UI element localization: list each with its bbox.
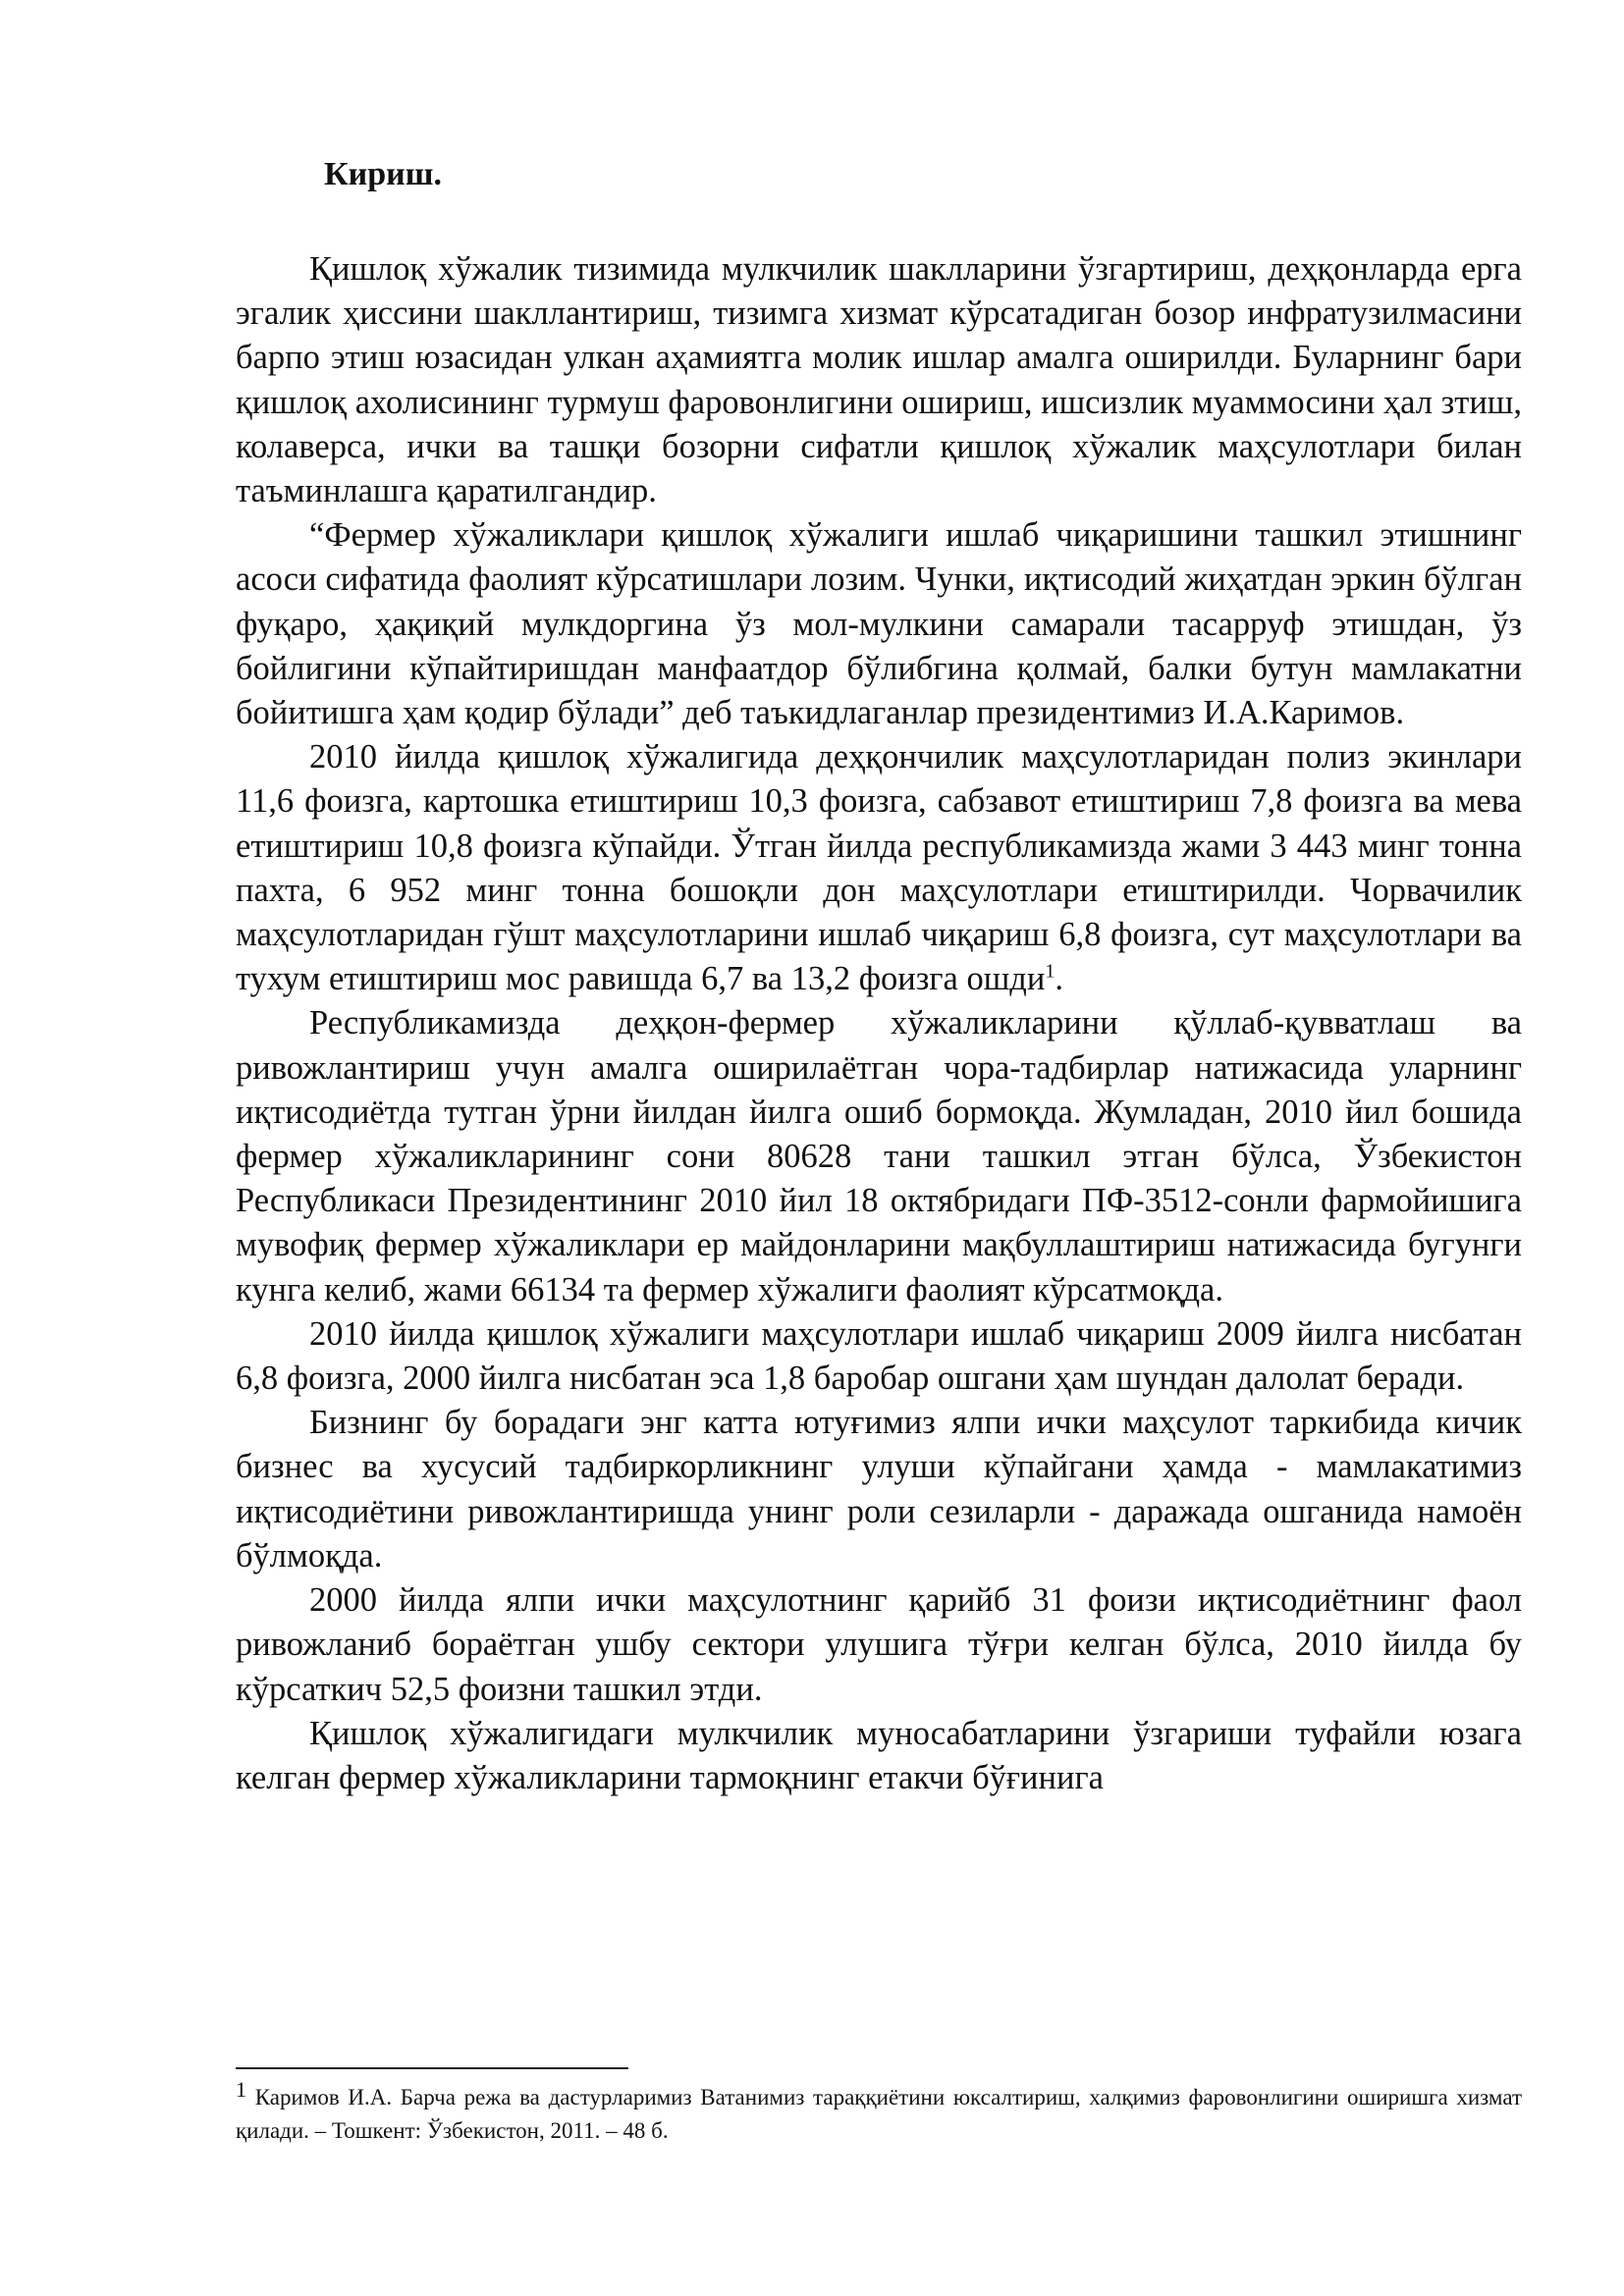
body-text [236, 247, 1522, 1800]
footnote-text: Каримов И.А. Барча режа ва дастурларимиз Ватанимиз тараққиётини юксалтириш, халқимиз фаровонлигини оширишга хизмат қилади. – Тошкент: Ўзбекистон, 2011. – 48 б. [236, 2085, 1522, 2143]
page-title: Кириш. [324, 156, 442, 192]
paragraph-3-end: . [1055, 960, 1063, 998]
footnote-divider [236, 2067, 628, 2069]
paragraph-6: Бизнинг бу борадаги энг катта ютуғимиз ялпи ички маҳсулот таркибида кичик бизнес ва хусусий тадбиркорликнинг улуши кўпайгани ҳамда - мамлакатимиз иқтисодиётини ривожлантиришда унинг роли сезиларли - даражада ошганида намоён бўлмоқда. [236, 1404, 1522, 1575]
footnote-mark: 1 [236, 2077, 246, 2102]
footnote [236, 2077, 1522, 2148]
footnote-reference: 1 [1045, 960, 1056, 983]
paragraph-8: Қишлоқ хўжалигидаги мулкчилик муносабатларини ўзгариши туфайли юзага келган фермер хўжаликларини тармоқнинг етакчи бўғинига [236, 1714, 1522, 1796]
paragraph-3-text: 2010 йилда қишлоқ хўжалигида деҳқончилик маҳсулотларидан полиз экинлари 11,6 фоизга, картошка етиштириш 10,3 фоизга, сабзавот етиштириш 7,8 фоизга ва мева етиштириш 10,8 фоизга кўпайди. Ўтган йилда республикамизда жами 3 443 минг тонна пахта, 6 952 минг тонна бошоқли дон маҳсулотлари етиштирилди. Чорвачилик маҳсулотларидан гўшт маҳсулотларини ишлаб чиқариш 6,8 фоизга, сут маҳсулотлари ва тухум етиштириш мос равишда 6,7 ва 13,2 фоизга ошди [236, 738, 1522, 998]
paragraph-7: 2000 йилда ялпи ички маҳсулотнинг қарийб 31 фоизи иқтисодиётнинг фаол ривожланиб бораётган ушбу сектори улушига тўғри келган бўлса, 2010 йилда бу кўрсаткич 52,5 фоизни ташкил этди. [236, 1581, 1522, 1708]
paragraph-2: “Фермер хўжаликлари қишлоқ хўжалиги ишлаб чиқаришини ташкил этишнинг асоси сифатида фаолият кўрсатишлари лозим. Чунки, иқтисодий жиҳатдан эркин бўлган фуқаро, ҳақиқий мулкдоргина ўз мол-мулкини самарали тасарруф этишдан, ўз бойлигини кўпайтиришдан манфаатдор бўлибгина қолмай, балки бутун мамлакатни бойитишга ҳам қодир бўлади” деб таъкидлаганлар президентимиз И.А.Каримов. [236, 516, 1522, 732]
paragraph-4: Республикамизда деҳқон-фермер хўжаликларини қўллаб-қувватлаш ва ривожлантириш учун амалга оширилаётган чора-тадбирлар натижасида уларнинг иқтисодиётда тутган ўрни йилдан йилга ошиб бормоқда. Жумладан, 2010 йил бошида фермер хўжаликларининг сони 80628 тани ташкил этган бўлса, Ўзбекистон Республикаси Президентининг 2010 йил 18 октябридаги ПФ-3512-сонли фармойишига мувофиқ фермер хўжаликлари ер майдонларини мақбуллаштириш натижасида бугунги кунга келиб, жами 66134 та фермер хўжалиги фаолият кўрсатмоқда. [236, 1004, 1522, 1308]
paragraph-1: Қишлоқ хўжалик тизимида мулкчилик шаклларини ўзгартириш, деҳқонларда ерга эгалик ҳиссини шакллантириш, тизимга хизмат кўрсатадиган бозор инфратузилмасини барпо этиш юзасидан улкан аҳамиятга молик ишлар амалга оширилди. Буларнинг бари қишлоқ ахолисининг турмуш фаровонлигини ошириш, ишсизлик муаммосини ҳал зтиш, колаверса, ички ва ташқи бозорни сифатли қишлоқ хўжалик маҳсулотлари билан таъминлашга қаратилгандир. [236, 250, 1522, 510]
paragraph-3 [236, 735, 1522, 1001]
paragraph-5: 2010 йилда қишлоқ хўжалиги маҳсулотлари ишлаб чиқариш 2009 йилга нисбатан 6,8 фоизга, 2000 йилга нисбатан эса 1,8 баробар ошгани ҳам шундан далолат беради. [236, 1314, 1522, 1398]
